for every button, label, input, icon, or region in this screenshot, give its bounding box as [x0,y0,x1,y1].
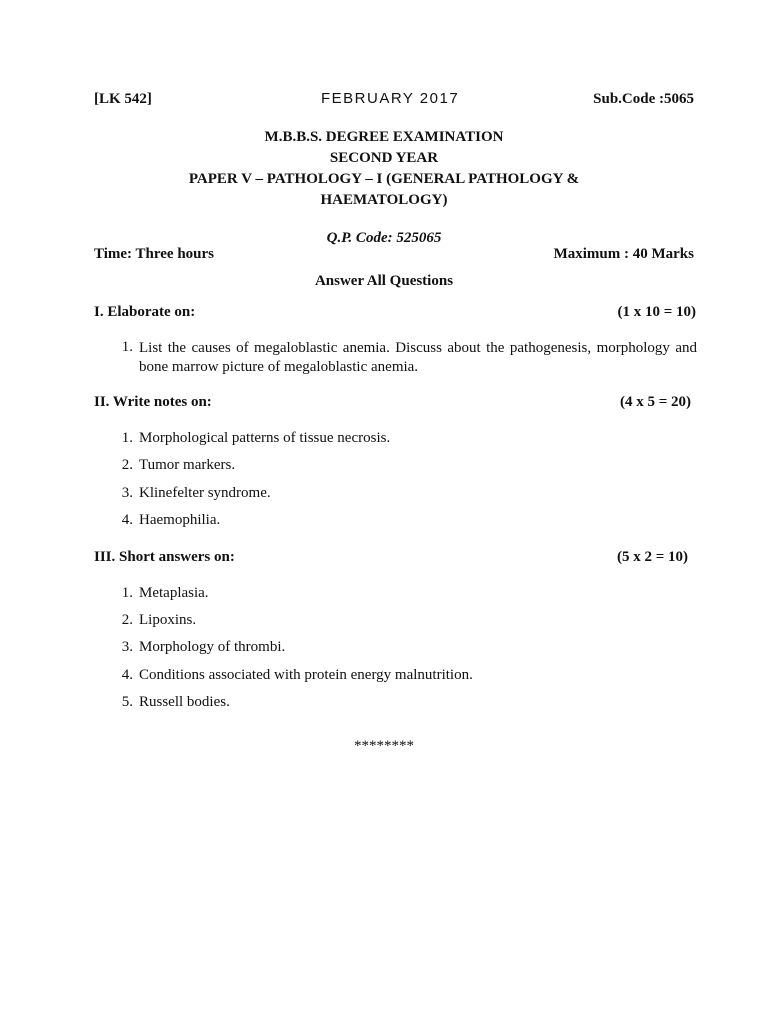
paper-code: [LK 542] [94,91,152,107]
section-heading: III. Short answers on: [94,549,235,565]
max-marks: Maximum : 40 Marks [553,246,694,262]
question-number: 4. [121,667,133,683]
exam-time: Time: Three hours [94,246,215,262]
question-text: List the causes of megaloblastic anemia. Discuss about the pathogenesis, morphology and bone marrow picture of megaloblastic anemia. [139,340,697,375]
question-number: 2. [121,612,133,628]
question-text: Conditions associated with protein energy malnutrition. [139,667,473,683]
section-heading: I. Elaborate on: [94,304,196,320]
section-marks: (5 x 2 = 10) [616,549,688,565]
question-number: 3. [121,639,133,655]
qp-code: Q.P. Code: 525065 [326,230,442,246]
question-text: Tumor markers. [139,457,236,473]
question-number: 1. [121,430,133,446]
question-text: Haemophilia. [139,512,221,528]
section-heading: II. Write notes on: [94,394,212,410]
question-number: 2. [121,457,133,473]
paper-title: PAPER V – PATHOLOGY – I (GENERAL PATHOLOGY & [188,171,580,187]
section-marks: (1 x 10 = 10) [617,304,696,320]
end-mark: ******** [354,738,414,754]
question-text: Klinefelter syndrome. [139,485,271,501]
question-number: 5. [121,694,133,710]
exam-date: FEBRUARY 2017 [321,90,460,107]
exam-title: M.B.B.S. DEGREE EXAMINATION [264,129,504,145]
exam-year: SECOND YEAR [329,150,439,166]
question-text: Metaplasia. [139,585,209,601]
question-text: Morphological patterns of tissue necrosis. [139,430,391,446]
question-number: 3. [121,485,133,501]
instruction: Answer All Questions [314,273,454,289]
question-number: 1. [121,585,133,601]
subject-code: Sub.Code :5065 [593,91,694,107]
question-text: Morphology of thrombi. [139,639,286,655]
question-number: 1. [121,339,133,355]
question-text: Lipoxins. [139,612,197,628]
question-number: 4. [121,512,133,528]
section-marks: (4 x 5 = 20) [619,394,691,410]
question-text: Russell bodies. [139,694,230,710]
paper-title-cont: HAEMATOLOGY) [320,192,448,208]
